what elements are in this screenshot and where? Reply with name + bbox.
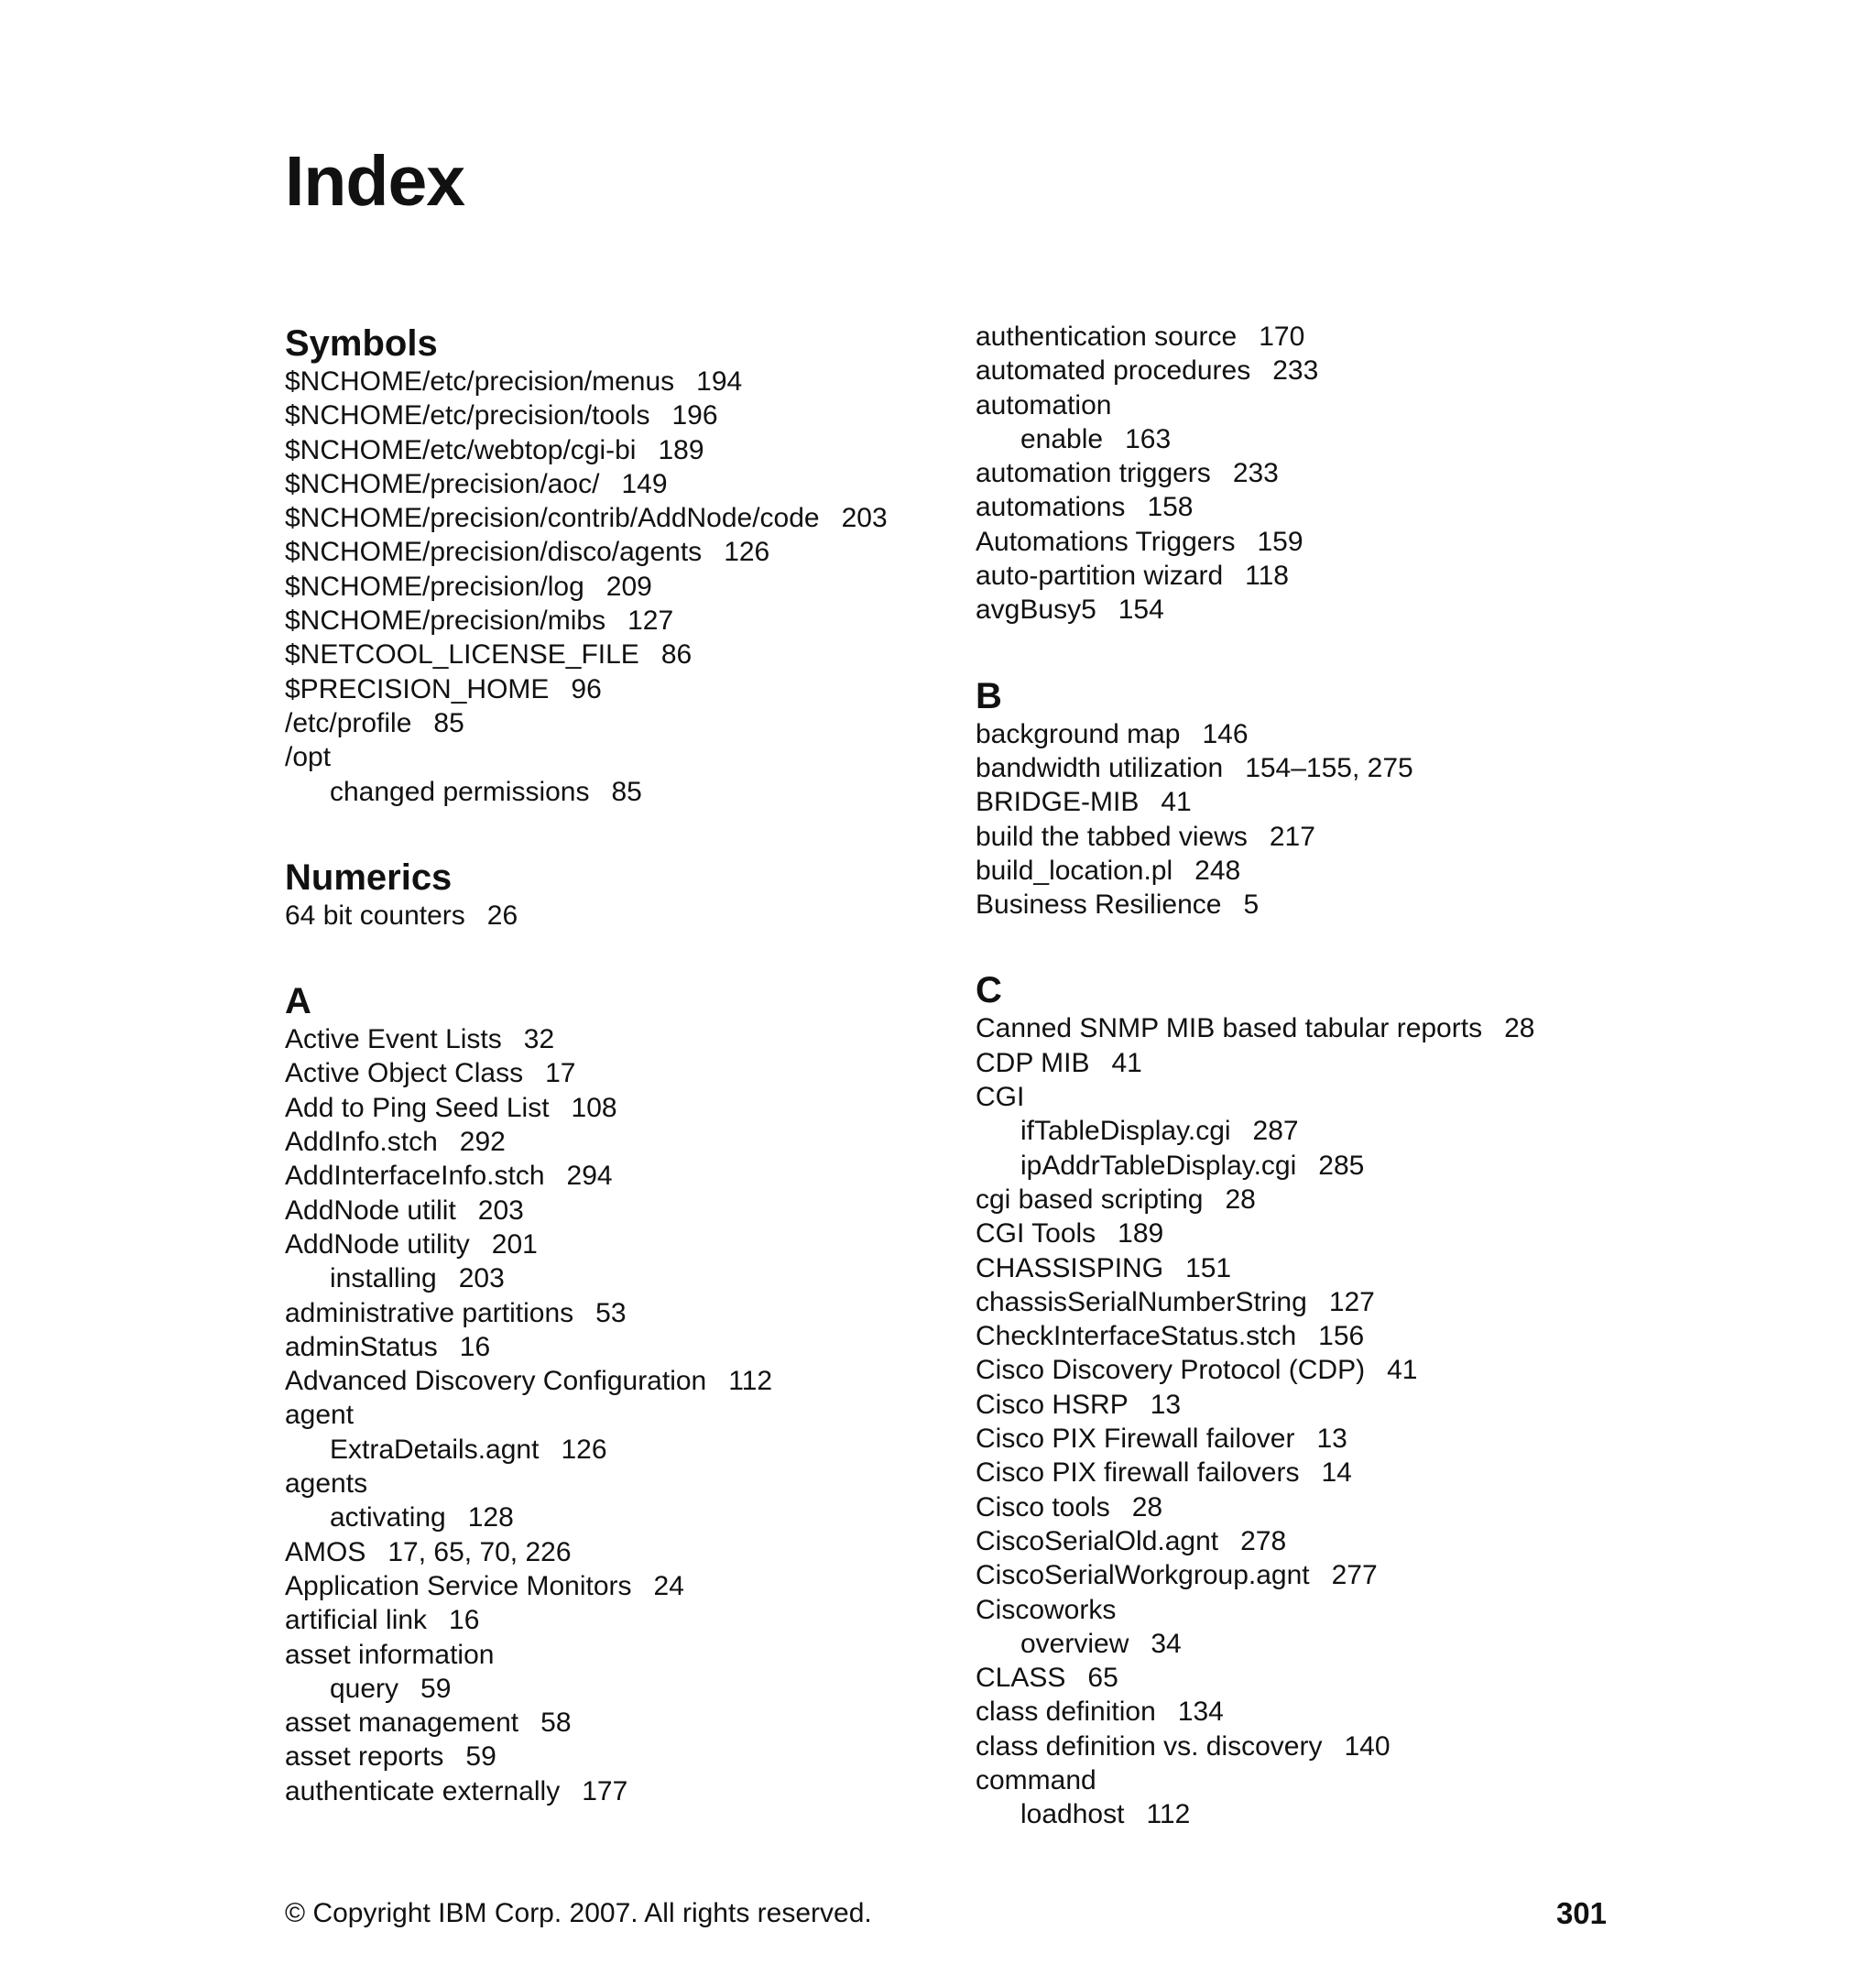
entry-term: $NCHOME/precision/disco/agents xyxy=(285,537,703,568)
entry-page-refs: 158 xyxy=(1147,492,1194,523)
index-entry xyxy=(285,1364,944,1398)
entry-page-refs: 59 xyxy=(465,1741,496,1773)
entry-page-refs: 233 xyxy=(1272,355,1319,387)
index-entry xyxy=(285,1194,944,1228)
index-entry xyxy=(285,1125,944,1159)
index-section xyxy=(285,857,944,933)
entry-term: installing xyxy=(330,1263,437,1294)
entry-page-refs: 86 xyxy=(660,639,693,671)
entry-page-refs: 28 xyxy=(1504,1013,1535,1044)
entry-term: AddNode utilit xyxy=(285,1195,456,1226)
copyright-notice: © Copyright IBM Corp. 2007. All rights reserved. xyxy=(285,1898,872,1928)
entry-term: bandwidth utilization xyxy=(976,752,1224,783)
index-entry xyxy=(976,751,1635,785)
index-entry xyxy=(285,1228,944,1261)
entry-term: loadhost xyxy=(1020,1799,1125,1830)
entry-page-refs: 13 xyxy=(1150,1389,1182,1420)
entry-term: AddInterfaceInfo.stch xyxy=(285,1161,545,1192)
entry-term: ipAddrTableDisplay.cgi xyxy=(1020,1150,1297,1181)
entry-term: activating xyxy=(330,1502,446,1533)
entry-page-refs: 294 xyxy=(566,1161,613,1192)
entry-term: Active Event Lists xyxy=(285,1024,502,1055)
index-entry xyxy=(976,854,1635,888)
entry-term: query xyxy=(330,1673,399,1704)
index-column-right xyxy=(976,320,1635,1880)
index-entry xyxy=(976,1593,1635,1627)
entry-term: asset reports xyxy=(285,1741,444,1773)
entry-page-refs: 85 xyxy=(611,776,642,807)
index-entry xyxy=(976,1661,1635,1695)
entry-page-refs: 58 xyxy=(540,1708,572,1739)
entry-term: build the tabbed views xyxy=(976,821,1248,852)
entry-term: Cisco PIX firewall failovers xyxy=(976,1457,1300,1489)
entry-term: CGI xyxy=(976,1082,1025,1113)
entry-page-refs: 32 xyxy=(523,1024,555,1055)
section-heading: Numerics xyxy=(285,857,453,898)
entry-term: CGI Tools xyxy=(976,1218,1096,1249)
index-section xyxy=(976,320,1635,627)
entry-term: Ciscoworks xyxy=(976,1594,1117,1625)
entry-page-refs: 41 xyxy=(1111,1047,1142,1078)
page-title: Index xyxy=(285,142,465,221)
entry-term: command xyxy=(976,1764,1096,1795)
entry-term: changed permissions xyxy=(330,776,590,807)
entry-term: enable xyxy=(1020,423,1104,454)
index-entry xyxy=(285,365,944,398)
entry-page-refs: 85 xyxy=(433,707,464,738)
entry-page-refs: 248 xyxy=(1194,855,1241,886)
entry-page-refs: 151 xyxy=(1185,1252,1232,1283)
index-section xyxy=(285,980,944,1808)
entry-page-refs: 217 xyxy=(1269,821,1315,852)
index-entry xyxy=(976,1183,1635,1217)
index-section xyxy=(285,322,944,809)
entry-page-refs: 146 xyxy=(1202,718,1249,749)
entry-page-refs: 17 xyxy=(545,1058,576,1089)
entry-page-refs: 118 xyxy=(1245,561,1289,592)
entry-term: overview xyxy=(1020,1628,1129,1659)
index-subentry xyxy=(285,1500,944,1534)
index-entry xyxy=(976,456,1635,490)
entry-term: $NETCOOL_LICENSE_FILE xyxy=(285,639,639,671)
entry-page-refs: 16 xyxy=(449,1605,480,1636)
entry-page-refs: 203 xyxy=(477,1195,524,1226)
entry-term: agents xyxy=(285,1468,368,1500)
entry-page-refs: 287 xyxy=(1252,1116,1299,1147)
index-entry xyxy=(976,1456,1635,1490)
index-entry xyxy=(285,1740,944,1773)
entry-page-refs: 24 xyxy=(653,1570,684,1601)
entry-term: Cisco PIX Firewall failover xyxy=(976,1424,1295,1455)
index-entry xyxy=(285,899,944,933)
index-entry xyxy=(285,740,944,774)
index-entry xyxy=(976,320,1635,354)
index-entry xyxy=(285,1091,944,1125)
entry-page-refs: 65 xyxy=(1087,1663,1118,1694)
index-subentry xyxy=(976,422,1635,456)
index-entry xyxy=(976,525,1635,559)
entry-term: Application Service Monitors xyxy=(285,1570,632,1601)
index-entry xyxy=(285,1638,944,1672)
entry-term: authenticate externally xyxy=(285,1775,561,1806)
entry-page-refs: 156 xyxy=(1318,1321,1365,1352)
entry-page-refs: 292 xyxy=(459,1127,506,1158)
entry-term: class definition xyxy=(976,1697,1156,1728)
entry-term: Cisco HSRP xyxy=(976,1389,1129,1420)
entry-term: Canned SNMP MIB based tabular reports xyxy=(976,1013,1483,1044)
index-entry xyxy=(976,559,1635,593)
index-entry xyxy=(285,1603,944,1637)
index-entry xyxy=(285,1569,944,1603)
index-entry xyxy=(976,388,1635,422)
entry-page-refs: 126 xyxy=(724,537,770,568)
entry-term: $NCHOME/precision/log xyxy=(285,571,584,602)
entry-term: 64 bit counters xyxy=(285,900,465,931)
entry-page-refs: 96 xyxy=(571,673,602,704)
index-subentry xyxy=(976,1114,1635,1148)
entry-term: CLASS xyxy=(976,1663,1066,1694)
entry-page-refs: 126 xyxy=(561,1434,607,1465)
entry-term: /etc/profile xyxy=(285,707,412,738)
index-entry xyxy=(976,1251,1635,1285)
entry-page-refs: 41 xyxy=(1161,787,1192,818)
index-section xyxy=(976,969,1635,1831)
entry-page-refs: 154 xyxy=(1118,595,1164,626)
index-entry xyxy=(976,1080,1635,1114)
entry-term: CheckInterfaceStatus.stch xyxy=(976,1321,1297,1352)
index-entry xyxy=(285,467,944,501)
index-entry xyxy=(285,1022,944,1056)
index-subentry xyxy=(976,1797,1635,1831)
entry-page-refs: 13 xyxy=(1316,1424,1347,1455)
index-section xyxy=(976,675,1635,922)
index-entry xyxy=(285,1398,944,1432)
entry-page-refs: 163 xyxy=(1125,423,1172,454)
entry-page-refs: 28 xyxy=(1131,1491,1163,1522)
entry-term: CDP MIB xyxy=(976,1047,1090,1078)
entry-page-refs: 112 xyxy=(1146,1799,1191,1830)
entry-term: $NCHOME/precision/aoc/ xyxy=(285,468,600,499)
index-entry xyxy=(285,1774,944,1808)
entry-term: AddInfo.stch xyxy=(285,1127,438,1158)
index-entry xyxy=(285,1056,944,1090)
entry-page-refs: 17, 65, 70, 226 xyxy=(387,1536,572,1567)
entry-term: Active Object Class xyxy=(285,1058,524,1089)
index-subentry xyxy=(976,1149,1635,1183)
entry-page-refs: 285 xyxy=(1318,1150,1365,1181)
entry-term: Add to Ping Seed List xyxy=(285,1092,550,1123)
entry-page-refs: 159 xyxy=(1257,526,1303,557)
section-heading: Symbols xyxy=(285,323,438,364)
entry-page-refs: 108 xyxy=(571,1092,617,1123)
index-entry xyxy=(285,638,944,671)
entry-page-refs: 194 xyxy=(696,366,743,397)
entry-term: asset management xyxy=(285,1708,519,1739)
index-entry xyxy=(976,1524,1635,1558)
entry-term: automation xyxy=(976,389,1112,420)
section-heading: B xyxy=(976,675,1002,716)
section-heading: A xyxy=(285,981,311,1022)
entry-term: CiscoSerialWorkgroup.agnt xyxy=(976,1560,1310,1591)
entry-term: CHASSISPING xyxy=(976,1252,1164,1283)
entry-term: /opt xyxy=(285,742,332,773)
entry-page-refs: 233 xyxy=(1232,458,1279,489)
index-entry xyxy=(285,1296,944,1330)
index-entry xyxy=(976,1763,1635,1797)
index-entry xyxy=(285,398,944,432)
entry-term: $NCHOME/precision/contrib/AddNode/code xyxy=(285,503,820,534)
index-entry xyxy=(285,672,944,706)
entry-page-refs: 149 xyxy=(621,468,668,499)
index-entry xyxy=(976,1695,1635,1729)
index-subentry xyxy=(976,1627,1635,1661)
index-entry xyxy=(976,888,1635,922)
entry-term: Cisco Discovery Protocol (CDP) xyxy=(976,1355,1366,1386)
entry-page-refs: 189 xyxy=(658,434,704,465)
entry-term: cgi based scripting xyxy=(976,1184,1204,1215)
entry-page-refs: 41 xyxy=(1387,1355,1418,1386)
entry-term: AddNode utility xyxy=(285,1228,470,1260)
entry-term: AMOS xyxy=(285,1536,366,1567)
entry-page-refs: 140 xyxy=(1344,1730,1391,1762)
index-entry xyxy=(976,1285,1635,1319)
entry-page-refs: 128 xyxy=(467,1502,514,1533)
entry-page-refs: 209 xyxy=(605,571,652,602)
index-entry xyxy=(285,1467,944,1500)
entry-term: ExtraDetails.agnt xyxy=(330,1434,540,1465)
index-entry xyxy=(285,706,944,740)
entry-page-refs: 34 xyxy=(1151,1628,1182,1659)
index-entry xyxy=(285,433,944,467)
entry-page-refs: 127 xyxy=(1328,1286,1375,1317)
entry-page-refs: 201 xyxy=(491,1228,538,1260)
index-entry xyxy=(285,1159,944,1193)
index-subentry xyxy=(285,1261,944,1295)
entry-term: automations xyxy=(976,492,1126,523)
index-entry xyxy=(976,1558,1635,1592)
entry-term: $NCHOME/precision/mibs xyxy=(285,606,606,637)
entry-page-refs: 203 xyxy=(458,1263,505,1294)
index-subentry xyxy=(285,775,944,809)
entry-page-refs: 277 xyxy=(1331,1560,1378,1591)
entry-term: asset information xyxy=(285,1639,495,1670)
index-entry xyxy=(976,820,1635,854)
entry-term: $NCHOME/etc/precision/tools xyxy=(285,400,650,431)
entry-term: Advanced Discovery Configuration xyxy=(285,1366,707,1397)
entry-term: build_location.pl xyxy=(976,855,1173,886)
entry-page-refs: 278 xyxy=(1240,1525,1287,1556)
index-entry xyxy=(976,1353,1635,1387)
entry-term: artificial link xyxy=(285,1605,428,1636)
entry-term: Cisco tools xyxy=(976,1491,1110,1522)
entry-term: Business Resilience xyxy=(976,889,1222,921)
entry-term: adminStatus xyxy=(285,1331,438,1362)
entry-term: chassisSerialNumberString xyxy=(976,1286,1307,1317)
page-number: 301 xyxy=(1555,1896,1607,1930)
index-entry xyxy=(285,1330,944,1364)
index-entry xyxy=(976,785,1635,819)
entry-page-refs: 189 xyxy=(1118,1218,1164,1249)
entry-page-refs: 14 xyxy=(1321,1457,1352,1489)
entry-term: authentication source xyxy=(976,322,1238,352)
index-subentry xyxy=(285,1672,944,1706)
index-entry xyxy=(976,1046,1635,1080)
entry-page-refs: 203 xyxy=(841,503,888,534)
index-entry xyxy=(976,354,1635,387)
entry-term: Automations Triggers xyxy=(976,526,1236,557)
index-column-left xyxy=(285,322,944,1856)
index-entry xyxy=(976,1730,1635,1763)
entry-term: avgBusy5 xyxy=(976,595,1096,626)
index-entry xyxy=(976,1011,1635,1045)
entry-term: ifTableDisplay.cgi xyxy=(1020,1116,1231,1147)
entry-term: background map xyxy=(976,718,1181,749)
entry-page-refs: 170 xyxy=(1259,322,1305,352)
index-entry xyxy=(976,1490,1635,1524)
index-entry xyxy=(285,1535,944,1569)
entry-term: agent xyxy=(285,1400,354,1431)
entry-page-refs: 53 xyxy=(595,1297,627,1328)
index-entry xyxy=(976,1217,1635,1250)
entry-page-refs: 28 xyxy=(1225,1184,1256,1215)
index-subentry xyxy=(285,1433,944,1467)
entry-term: automated procedures xyxy=(976,355,1251,387)
entry-page-refs: 177 xyxy=(582,1775,628,1806)
entry-page-refs: 59 xyxy=(420,1673,452,1704)
index-entry xyxy=(285,535,944,569)
entry-page-refs: 112 xyxy=(728,1366,773,1397)
entry-term: administrative partitions xyxy=(285,1297,574,1328)
entry-term: $PRECISION_HOME xyxy=(285,673,550,704)
entry-term: BRIDGE-MIB xyxy=(976,787,1140,818)
entry-term: CiscoSerialOld.agnt xyxy=(976,1525,1219,1556)
index-entry xyxy=(285,1706,944,1740)
entry-term: automation triggers xyxy=(976,458,1211,489)
entry-page-refs: 134 xyxy=(1177,1697,1224,1728)
index-entry xyxy=(976,1319,1635,1353)
section-heading: C xyxy=(976,970,1002,1011)
index-entry xyxy=(976,490,1635,524)
index-entry xyxy=(285,501,944,535)
entry-page-refs: 26 xyxy=(486,900,518,931)
entry-page-refs: 196 xyxy=(671,400,718,431)
entry-page-refs: 5 xyxy=(1243,889,1260,921)
entry-term: class definition vs. discovery xyxy=(976,1730,1323,1762)
index-entry xyxy=(976,1388,1635,1422)
index-entry xyxy=(285,604,944,638)
index-entry xyxy=(976,1422,1635,1456)
entry-term: $NCHOME/etc/webtop/cgi-bi xyxy=(285,434,637,465)
index-entry xyxy=(285,570,944,604)
entry-page-refs: 154–155, 275 xyxy=(1245,752,1413,783)
entry-page-refs: 16 xyxy=(459,1331,491,1362)
index-entry xyxy=(976,717,1635,751)
index-entry xyxy=(976,593,1635,627)
entry-term: auto-partition wizard xyxy=(976,561,1224,592)
entry-term: $NCHOME/etc/precision/menus xyxy=(285,366,675,397)
entry-page-refs: 127 xyxy=(627,606,674,637)
